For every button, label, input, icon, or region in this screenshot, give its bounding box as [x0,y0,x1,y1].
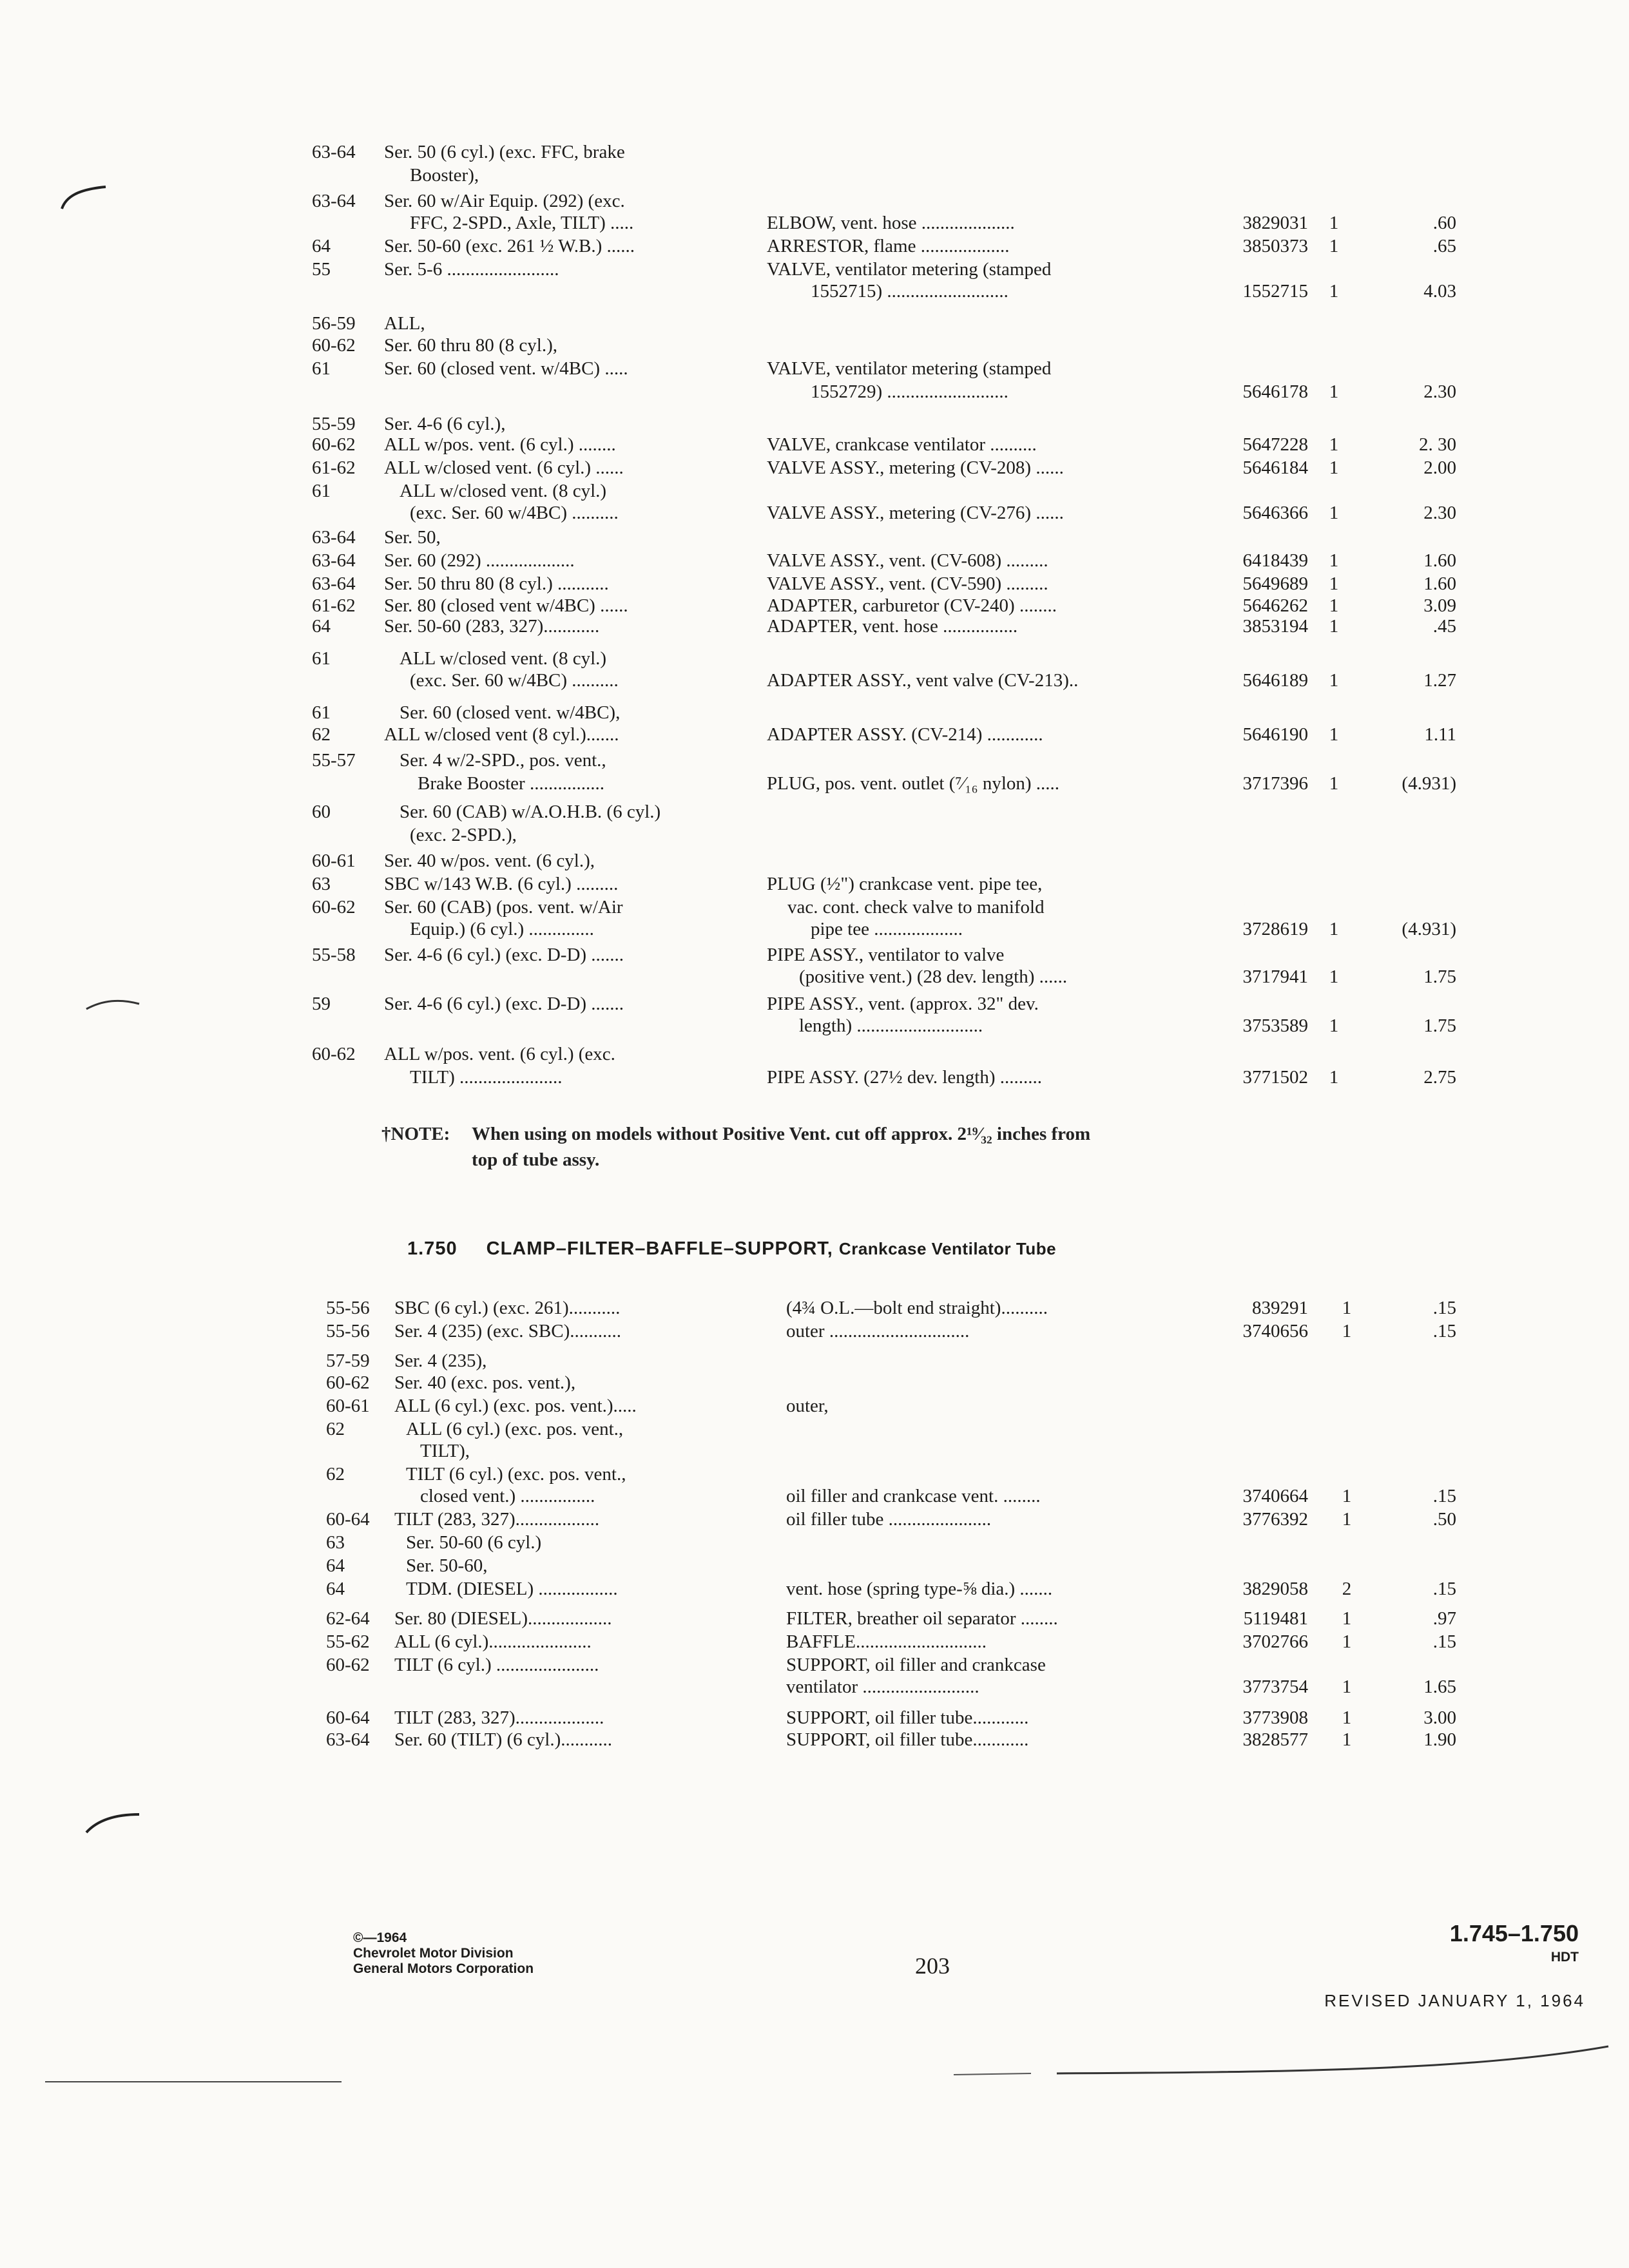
table-row [0,916,1629,942]
model-year: 63-64 [312,527,356,548]
part-number: 3853194 [1242,616,1308,637]
quantity: 1 [1329,381,1339,402]
model-year: 60-64 [326,1509,370,1530]
application: Ser. 60 thru 80 (8 cyl.), [384,335,558,356]
price: 2.30 [1423,381,1456,402]
application: Ser. 60 (closed vent. w/4BC), [400,702,621,723]
application: ALL w/closed vent. (8 cyl.) [400,481,607,501]
application: TILT (283, 327)................... [394,1707,604,1728]
part-description: ARRESTOR, flame ................... [767,236,1010,256]
corporation-name: General Motors Corporation [353,1961,534,1976]
model-year: 60-62 [326,1655,370,1675]
part-description: VALVE ASSY., metering (CV-276) ...... [767,503,1064,523]
table-row [0,1629,1629,1655]
table-row [0,1064,1629,1090]
table-row [0,771,1629,796]
table-row [0,1393,1629,1419]
quantity: 1 [1329,773,1339,794]
price: 3.09 [1423,595,1456,616]
quantity: 1 [1342,1298,1352,1318]
quantity: 1 [1342,1631,1352,1652]
table-row [0,668,1629,693]
part-number: 5646178 [1242,381,1308,402]
part-number: 3829031 [1242,213,1308,233]
application: TILT (6 cyl.) (exc. pos. vent., [406,1464,626,1485]
table-row [0,210,1629,236]
model-year: 63-64 [312,191,356,211]
application: Ser. 60 (292) ................... [384,550,575,571]
table-row [0,848,1629,874]
price: .15 [1432,1486,1456,1506]
quantity: 1 [1342,1608,1352,1629]
application: Ser. 50-60, [406,1555,488,1576]
table-row [0,1318,1629,1344]
model-year: 55-59 [312,414,356,434]
part-description: ADAPTER ASSY., vent valve (CV-213).. [767,670,1079,691]
quantity: 1 [1329,1015,1339,1036]
quantity: 1 [1329,503,1339,523]
application: (exc. 2-SPD.), [410,825,517,845]
application: Ser. 4 (235), [394,1350,487,1371]
model-year: 63-64 [312,142,356,162]
table-row [0,162,1629,188]
revision-date: REVISED JANUARY 1, 1964 [1324,1991,1585,2010]
price: .50 [1432,1509,1456,1530]
part-description: oil filler and crankcase vent. ........ [786,1486,1041,1506]
part-number: 5646189 [1242,670,1308,691]
table-row [0,332,1629,358]
part-number: 5649689 [1242,573,1308,594]
part-description: outer .............................. [786,1321,970,1341]
part-number: 3702766 [1242,1631,1308,1652]
application: SBC (6 cyl.) (exc. 261)........... [394,1298,621,1318]
price: 1.90 [1423,1729,1456,1750]
model-year: 57-59 [326,1350,370,1371]
part-number: 6418439 [1242,550,1308,571]
part-description: outer, [786,1396,829,1416]
application: TILT (283, 327).................. [394,1509,600,1530]
scan-line-left [45,2081,342,2082]
price: 1.60 [1423,550,1456,571]
part-description: SUPPORT, oil filler tube............ [786,1707,1029,1728]
application: Brake Booster ................ [418,773,604,794]
application: Ser. 60 (closed vent. w/4BC) ..... [384,358,628,379]
model-year: 55-62 [326,1631,370,1652]
model-year: 62-64 [326,1608,370,1629]
table-row [0,1606,1629,1631]
application: ALL w/pos. vent. (6 cyl.) ........ [384,434,616,455]
table-row [0,278,1629,304]
part-number: 5647228 [1242,434,1308,455]
application: ALL (6 cyl.) (exc. pos. vent., [406,1419,624,1439]
application: ALL w/closed vent. (8 cyl.) [400,648,607,669]
model-year: 60-62 [312,1044,356,1064]
part-number: 839291 [1252,1298,1308,1318]
part-number: 3773908 [1242,1707,1308,1728]
application: Ser. 80 (DIESEL).................. [394,1608,612,1629]
quantity: 1 [1329,550,1339,571]
part-description: VALVE, ventilator metering (stamped [767,358,1052,379]
model-year: 60-61 [326,1396,370,1416]
part-description: ADAPTER ASSY. (CV-214) ............ [767,724,1043,745]
price: 2.75 [1423,1067,1456,1088]
table-row [0,524,1629,550]
quantity: 1 [1342,1707,1352,1728]
part-description: 1552715) .......................... [811,281,1008,302]
note-line-1: When using on models without Positive Vent. cut off approx. 2¹⁹⁄₃₂ inches from [472,1124,1091,1144]
note-line-2: top of tube assy. [472,1149,600,1170]
model-year: 63 [326,1532,345,1553]
model-year: 61-62 [312,595,356,616]
table-row [0,500,1629,526]
price: .15 [1432,1579,1456,1599]
table-row [0,1506,1629,1532]
quantity: 2 [1342,1579,1352,1599]
model-year: 60-62 [326,1372,370,1393]
part-number: 3728619 [1242,919,1308,939]
application: Ser. 4-6 (6 cyl.), [384,414,506,434]
quantity: 1 [1342,1486,1352,1506]
part-description: VALVE ASSY., vent. (CV-608) ......... [767,550,1048,571]
price: .15 [1432,1298,1456,1318]
application: Ser. 60 w/Air Equip. (292) (exc. [384,191,625,211]
model-year: 64 [312,236,331,256]
part-description: VALVE ASSY., vent. (CV-590) ......... [767,573,1048,594]
application: TILT), [420,1441,470,1461]
part-description: oil filler tube ...................... [786,1509,992,1530]
section-subtitle: Crankcase Ventilator Tube [838,1239,1057,1258]
application: Ser. 50 thru 80 (8 cyl.) ........... [384,573,609,594]
model-year: 64 [326,1579,345,1599]
part-description: PIPE ASSY., ventilator to valve [767,945,1005,965]
application: Ser. 4-6 (6 cyl.) (exc. D-D) ....... [384,994,624,1014]
application: Ser. 50-60 (exc. 261 ½ W.B.) ...... [384,236,635,256]
part-description: SUPPORT, oil filler tube............ [786,1729,1029,1750]
application: Ser. 4 (235) (exc. SBC)........... [394,1321,621,1341]
model-year: 63-64 [312,550,356,571]
quantity: 1 [1342,1677,1352,1697]
application: Ser. 50, [384,527,441,548]
model-year: 61 [312,648,331,669]
table-row [0,1727,1629,1753]
application: ALL w/closed vent. (6 cyl.) ...... [384,457,624,478]
price: (4.931) [1402,773,1456,794]
application: TILT (6 cyl.) ...................... [394,1655,599,1675]
copyright: ©—1964 [353,1930,407,1945]
model-year: 59 [312,994,331,1014]
table-row [0,722,1629,747]
table-row [0,613,1629,639]
part-description: ELBOW, vent. hose .................... [767,213,1015,233]
price: 1.75 [1423,1015,1456,1036]
application: SBC w/143 W.B. (6 cyl.) ......... [384,874,619,894]
section-number: 1.750 [407,1238,458,1259]
table-row [0,356,1629,381]
price: 1.60 [1423,573,1456,594]
part-number: 3850373 [1242,236,1308,256]
footer-credit [353,1930,534,1977]
part-number: 3740656 [1242,1321,1308,1341]
part-number: 1552715 [1242,281,1308,302]
table-row [0,747,1629,773]
model-year: 60-62 [312,434,356,455]
model-year: 62 [326,1464,345,1485]
part-description: ventilator ......................... [786,1677,979,1697]
quantity: 1 [1342,1509,1352,1530]
table-row [0,139,1629,165]
application: TILT) ...................... [410,1067,563,1088]
section-title: CLAMP–FILTER–BAFFLE–SUPPORT, [486,1238,833,1259]
part-number: 3773754 [1242,1677,1308,1697]
table-row [0,1530,1629,1555]
table-row [0,799,1629,825]
part-description: PIPE ASSY. (27½ dev. length) ......... [767,1067,1042,1088]
price: 1.75 [1423,966,1456,987]
price: 2. 30 [1419,434,1456,455]
model-year: 55 [312,259,331,280]
price: .15 [1432,1631,1456,1652]
division-name: Chevrolet Motor Division [353,1946,514,1961]
part-description: pipe tee ................... [811,919,963,939]
quantity: 1 [1329,919,1339,939]
page-number: 203 [915,1953,950,1979]
table-row [0,1576,1629,1602]
price: 1.11 [1424,724,1456,745]
price: 3.00 [1423,1707,1456,1728]
section-range: 1.745–1.750 [1449,1920,1579,1946]
model-year: 55-56 [326,1321,370,1341]
application: ALL w/pos. vent. (6 cyl.) (exc. [384,1044,615,1064]
application: (exc. Ser. 60 w/4BC) .......... [410,670,619,691]
part-number: 3717941 [1242,966,1308,987]
part-description: BAFFLE............................ [786,1631,987,1652]
part-description: vent. hose (spring type-⅝ dia.) ....... [786,1579,1053,1599]
model-year: 55-57 [312,750,356,771]
table-row [0,1553,1629,1579]
table-row [0,455,1629,481]
model-year: 61 [312,358,331,379]
model-year: 62 [312,724,331,745]
model-year: 64 [326,1555,345,1576]
model-year: 61 [312,702,331,723]
model-year: 60-64 [326,1707,370,1728]
application: Ser. 4 w/2-SPD., pos. vent., [400,750,606,771]
application: Equip.) (6 cyl.) .............. [410,919,594,939]
quantity: 1 [1329,966,1339,987]
model-year: 60-62 [312,897,356,918]
application: Ser. 50-60 (283, 327)............ [384,616,600,637]
scan-line-right [954,2042,1611,2081]
table-row [0,1674,1629,1700]
application: Ser. 60 (TILT) (6 cyl.)........... [394,1729,613,1750]
part-description: (4¾ O.L.—bolt end straight).......... [786,1298,1048,1318]
model-year: 62 [326,1419,345,1439]
model-year: 63 [312,874,331,894]
application: Ser. 50-60 (6 cyl.) [406,1532,542,1553]
application: ALL, [384,313,425,334]
part-description: VALVE, crankcase ventilator .......... [767,434,1037,455]
scan-mark-bottom-left [84,1811,142,1836]
price: .65 [1432,236,1456,256]
part-description: ADAPTER, vent. hose ................ [767,616,1018,637]
quantity: 1 [1329,236,1339,256]
application: Ser. 60 (CAB) w/A.O.H.B. (6 cyl.) [400,802,661,822]
table-row [0,1370,1629,1396]
model-year: 60-61 [312,850,356,871]
table-row [0,1295,1629,1321]
quantity: 1 [1329,670,1339,691]
positive-vent-note [381,1121,1090,1173]
part-description: vac. cont. check valve to manifold [787,897,1045,918]
part-description: 1552729) .......................... [811,381,1008,402]
part-description: FILTER, breather oil separator ........ [786,1608,1058,1629]
price: 4.03 [1423,281,1456,302]
part-description: length) ........................... [799,1015,983,1036]
section-heading [407,1238,1056,1260]
model-year: 61-62 [312,457,356,478]
table-row [0,1013,1629,1039]
application: ALL (6 cyl.) (exc. pos. vent.)..... [394,1396,637,1416]
table-row [0,822,1629,848]
application: Ser. 40 (exc. pos. vent.), [394,1372,576,1393]
quantity: 1 [1329,595,1339,616]
table-row [0,379,1629,405]
application: Booster), [410,165,479,186]
application: (exc. Ser. 60 w/4BC) .......... [410,503,619,523]
table-row [0,233,1629,259]
part-number: 3740664 [1242,1486,1308,1506]
application: TDM. (DIESEL) ................. [406,1579,618,1599]
application: Ser. 40 w/pos. vent. (6 cyl.), [384,850,595,871]
part-number: 3828577 [1242,1729,1308,1750]
quantity: 1 [1329,573,1339,594]
application: Ser. 5-6 ........................ [384,259,559,280]
part-number: 5646190 [1242,724,1308,745]
price: .60 [1432,213,1456,233]
quantity: 1 [1342,1321,1352,1341]
model-year: 55-58 [312,945,356,965]
part-number: 3753589 [1242,1015,1308,1036]
part-number: 3771502 [1242,1067,1308,1088]
application: closed vent.) ................ [420,1486,595,1506]
part-number: 3829058 [1242,1579,1308,1599]
model-year: 64 [312,616,331,637]
price: .97 [1432,1608,1456,1629]
application: ALL w/closed vent (8 cyl.)....... [384,724,619,745]
quantity: 1 [1329,281,1339,302]
application: FFC, 2-SPD., Axle, TILT) ..... [410,213,634,233]
part-description: PLUG (½") crankcase vent. pipe tee, [767,874,1043,894]
section-sub: HDT [1550,1950,1579,1965]
price: 1.27 [1423,670,1456,691]
part-description: PLUG, pos. vent. outlet (⁷⁄₁₆ nylon) ..... [767,773,1060,794]
application: ALL (6 cyl.)...................... [394,1631,592,1652]
price: 2.30 [1423,503,1456,523]
model-year: 63-64 [326,1729,370,1750]
application: Ser. 80 (closed vent w/4BC) ...... [384,595,628,616]
application: Ser. 60 (CAB) (pos. vent. w/Air [384,897,623,918]
note-label: †NOTE: [381,1124,450,1144]
price: 1.65 [1423,1677,1456,1697]
part-description: PIPE ASSY., vent. (approx. 32" dev. [767,994,1039,1014]
table-row [0,964,1629,990]
quantity: 1 [1329,724,1339,745]
quantity: 1 [1329,1067,1339,1088]
part-number: 3776392 [1242,1509,1308,1530]
table-row [0,432,1629,457]
price: .45 [1432,616,1456,637]
quantity: 1 [1329,616,1339,637]
part-description: (positive vent.) (28 dev. length) ...... [799,966,1068,987]
table-row [0,548,1629,573]
table-row [0,1041,1629,1067]
part-number: 5646184 [1242,457,1308,478]
price: 2.00 [1423,457,1456,478]
price: (4.931) [1402,919,1456,939]
part-description: ADAPTER, carburetor (CV-240) ........ [767,595,1057,616]
quantity: 1 [1329,434,1339,455]
model-year: 61 [312,481,331,501]
quantity: 1 [1342,1729,1352,1750]
part-number: 3717396 [1242,773,1308,794]
application: Ser. 50 (6 cyl.) (exc. FFC, brake [384,142,625,162]
part-description: VALVE ASSY., metering (CV-208) ...... [767,457,1064,478]
table-row [0,871,1629,897]
part-number: 5119481 [1243,1608,1308,1629]
part-number: 5646366 [1242,503,1308,523]
quantity: 1 [1329,213,1339,233]
model-year: 55-56 [326,1298,370,1318]
table-row [0,1483,1629,1509]
part-description: VALVE, ventilator metering (stamped [767,259,1052,280]
model-year: 60 [312,802,331,822]
quantity: 1 [1329,457,1339,478]
price: .15 [1432,1321,1456,1341]
model-year: 63-64 [312,573,356,594]
part-description: SUPPORT, oil filler and crankcase [786,1655,1046,1675]
application: Ser. 4-6 (6 cyl.) (exc. D-D) ....... [384,945,624,965]
table-row [0,1438,1629,1464]
model-year: 60-62 [312,335,356,356]
model-year: 56-59 [312,313,356,334]
part-number: 5646262 [1242,595,1308,616]
